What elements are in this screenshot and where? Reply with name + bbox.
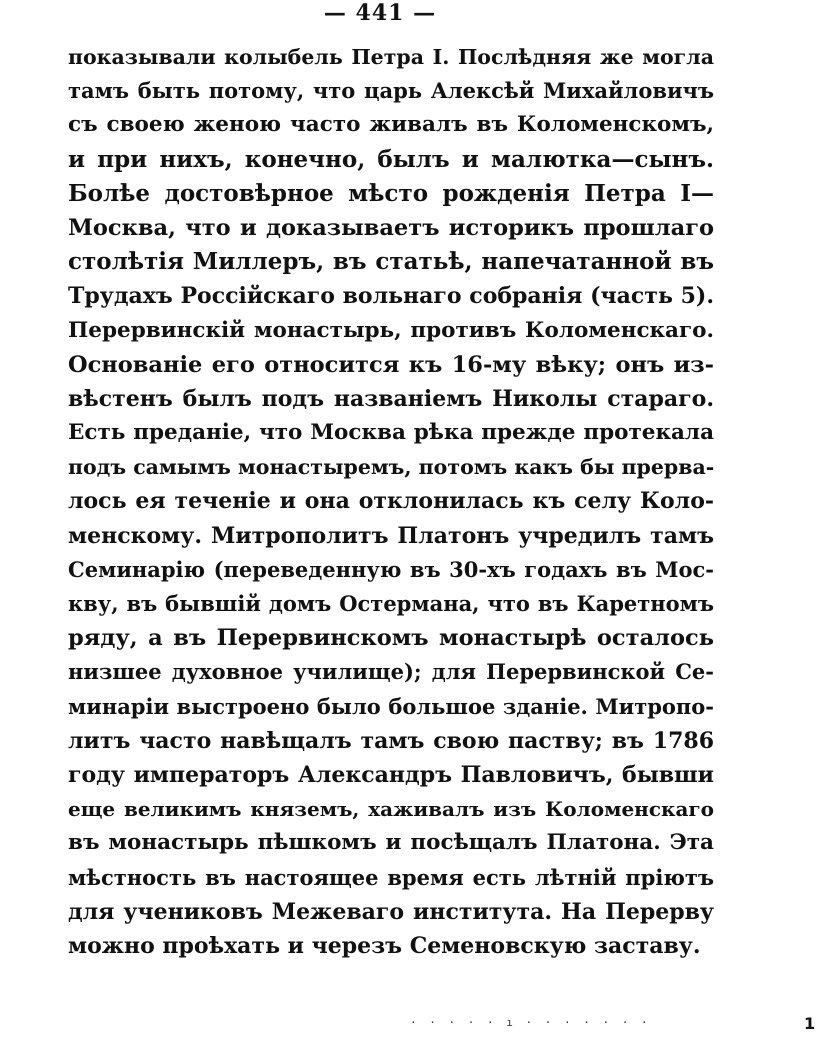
text-line: тамъ быть потому, что царь Алексѣй Михайловичъ xyxy=(68,78,714,104)
text-line: низшее духовное училище); для Перервинской Се- xyxy=(68,659,714,685)
text-line: мѣстность въ настоящее время есть лѣтній пріютъ xyxy=(68,864,714,890)
text-line: Трудахъ Россійскаго вольнаго собранія (часть 5). xyxy=(68,283,714,310)
text-line: еще великимъ княземъ, хаживалъ изъ Коломенскаго xyxy=(68,797,714,822)
text-line: менскому. Митрополитъ Платонъ учредилъ тамъ xyxy=(68,522,714,549)
text-line: вѣстенъ былъ подъ названіемъ Николы стараго. xyxy=(68,385,714,412)
text-line: Есть преданіе, что Москва рѣка прежде протекала xyxy=(68,420,714,446)
text-line: столѣтія Миллеръ, въ статьѣ, напечатанной въ xyxy=(68,248,714,276)
edge-mark: 1 xyxy=(804,1014,816,1033)
text-line: для учениковъ Межеваго института. На Перерву xyxy=(68,898,714,925)
text-line: году императоръ Александръ Павловичъ, бывши xyxy=(68,761,714,788)
text-line: показывали колыбель Петра I. Послѣдняя же могла xyxy=(68,45,714,69)
text-line: подъ самымъ монастыремъ, потомъ какъ бы прерва- xyxy=(68,455,715,480)
paragraph-start-line: Перервинскій монастырь, противъ Коломенскаго. xyxy=(68,317,714,343)
body-text xyxy=(68,40,714,963)
text-line: ряду, а въ Перервинскомъ монастырѣ осталось xyxy=(68,625,714,652)
text-line: кву, въ бывшій домъ Остермана, что въ Каретномъ xyxy=(68,591,714,616)
text-line: въ монастырь пѣшкомъ и посѣщалъ Платона. Эта xyxy=(68,830,714,856)
text-line: Семинарію (переведенную въ 30-хъ годахъ въ Мос- xyxy=(68,556,714,582)
text-line: съ своею женою часто живалъ въ Коломенскомъ, xyxy=(68,112,714,138)
scan-noise: · · · · · ı · · · · · · · xyxy=(410,1016,651,1029)
text-line: лось ея теченіе и она отклонилась къ селу Коло- xyxy=(68,488,714,515)
text-line: можно проѣхать и черезъ Семеновскую заставу. xyxy=(68,932,701,959)
text-line: литъ часто навѣщалъ тамъ свою паству; въ 1786 xyxy=(68,727,714,754)
text-line: Москва, что и доказываетъ историкъ прошлаго xyxy=(68,214,714,241)
text-line: Болѣе достовѣрное мѣсто рожденія Петра I— xyxy=(68,179,714,207)
text-line: минаріи выстроено было большое зданіе. Митропо- xyxy=(68,693,714,719)
text-line: и при нихъ, конечно, былъ и малютка—сынъ. xyxy=(68,145,714,173)
text-line: Основаніе его относится къ 16-му вѣку; онъ из- xyxy=(68,351,714,378)
page-number: — 441 — xyxy=(323,0,437,26)
